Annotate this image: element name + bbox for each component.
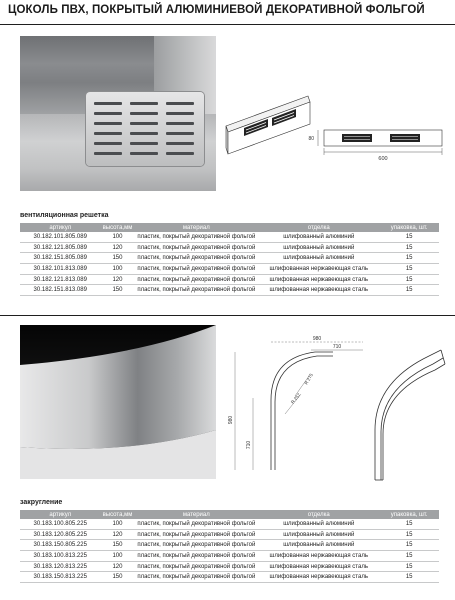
table-row	[20, 561, 439, 572]
cell-package: 15	[379, 232, 439, 242]
cell-finish: шлифованная нержавеющая сталь	[258, 274, 379, 285]
cell-finish: шлифованный алюминий	[258, 529, 379, 540]
table-header-row	[20, 510, 439, 519]
cell-height: 120	[101, 274, 135, 285]
cell-finish: шлифованный алюминий	[258, 519, 379, 529]
cell-package: 15	[379, 285, 439, 296]
cell-height: 100	[101, 519, 135, 529]
cell-article: 30.182.151.813.089	[20, 285, 101, 296]
cell-material: пластик, покрытый декоративной фольгой	[134, 519, 258, 529]
cell-height: 150	[101, 540, 135, 551]
col-height: высота,мм	[101, 510, 135, 519]
cell-package: 15	[379, 529, 439, 540]
cell-finish: шлифованный алюминий	[258, 232, 379, 242]
cell-finish: шлифованная нержавеющая сталь	[258, 572, 379, 583]
height-dimension: 80	[308, 136, 314, 142]
table-row	[20, 572, 439, 583]
cell-article: 30.183.100.805.225	[20, 519, 101, 529]
cell-article: 30.182.101.805.089	[20, 232, 101, 242]
col-height: высота,мм	[101, 223, 135, 232]
cell-article: 30.182.101.813.089	[20, 264, 101, 275]
vent-table	[20, 223, 439, 296]
cell-finish: шлифованная нержавеющая сталь	[258, 285, 379, 296]
cell-material: пластик, покрытый декоративной фольгой	[134, 529, 258, 540]
cell-package: 15	[379, 274, 439, 285]
cell-height: 120	[101, 242, 135, 253]
dim-980-vertical: 980	[228, 415, 234, 425]
curved-plinth-photo	[20, 325, 216, 479]
vent-grille-drawing	[222, 92, 444, 168]
col-article: артикул	[20, 223, 101, 232]
cell-height: 100	[101, 232, 135, 242]
radius-257: R 257	[289, 392, 302, 405]
table-row	[20, 529, 439, 540]
table-row	[20, 285, 439, 296]
col-article: артикул	[20, 510, 101, 519]
cell-finish: шлифованный алюминий	[258, 253, 379, 264]
cell-height: 120	[101, 561, 135, 572]
dim-980-horizontal: 980	[312, 336, 322, 342]
dim-710-vertical: 710	[246, 440, 252, 450]
table-header-row	[20, 223, 439, 232]
cell-material: пластик, покрытый декоративной фольгой	[134, 242, 258, 253]
rounding-drawing	[223, 330, 448, 485]
cell-article: 30.183.120.813.225	[20, 561, 101, 572]
page-title: ЦОКОЛЬ ПВХ, ПОКРЫТЫЙ АЛЮМИНИЕВОЙ ДЕКОРАТИВНОЙ ФОЛЬГОЙ	[8, 4, 425, 16]
table-row	[20, 232, 439, 242]
table-row	[20, 551, 439, 562]
cell-material: пластик, покрытый декоративной фольгой	[134, 264, 258, 275]
cell-article: 30.183.100.813.225	[20, 551, 101, 562]
cell-height: 100	[101, 551, 135, 562]
cell-height: 150	[101, 572, 135, 583]
photo-grille	[86, 92, 204, 166]
cell-material: пластик, покрытый декоративной фольгой	[134, 551, 258, 562]
round-section-label: закругление	[20, 499, 63, 506]
cell-material: пластик, покрытый декоративной фольгой	[134, 540, 258, 551]
cell-package: 15	[379, 540, 439, 551]
cell-article: 30.182.151.805.089	[20, 253, 101, 264]
col-finish: отделка	[258, 510, 379, 519]
title-divider	[0, 24, 455, 25]
table-row	[20, 253, 439, 264]
table-row	[20, 242, 439, 253]
vent-grille-photo	[20, 36, 216, 191]
cell-finish: шлифованная нержавеющая сталь	[258, 561, 379, 572]
cell-package: 15	[379, 264, 439, 275]
cell-material: пластик, покрытый декоративной фольгой	[134, 285, 258, 296]
cell-material: пластик, покрытый декоративной фольгой	[134, 572, 258, 583]
table-row	[20, 264, 439, 275]
table-row	[20, 540, 439, 551]
cell-finish: шлифованный алюминий	[258, 540, 379, 551]
cell-material: пластик, покрытый декоративной фольгой	[134, 274, 258, 285]
grille-front-view	[308, 130, 442, 162]
round-table	[20, 510, 439, 583]
radius-275: R 275	[303, 372, 314, 386]
cell-article: 30.183.150.805.225	[20, 540, 101, 551]
length-dimension: 600	[378, 156, 388, 162]
cell-package: 15	[379, 572, 439, 583]
cell-package: 15	[379, 561, 439, 572]
rounding-plan-view	[228, 336, 363, 470]
cell-package: 15	[379, 519, 439, 529]
cell-package: 15	[379, 253, 439, 264]
cell-height: 150	[101, 253, 135, 264]
col-material: материал	[134, 510, 258, 519]
cell-material: пластик, покрытый декоративной фольгой	[134, 253, 258, 264]
cell-article: 30.182.121.813.089	[20, 274, 101, 285]
col-material: материал	[134, 223, 258, 232]
dim-710-horizontal: 710	[332, 344, 342, 350]
cell-finish: шлифованный алюминий	[258, 242, 379, 253]
cell-height: 120	[101, 529, 135, 540]
grille-perspective-view	[226, 96, 310, 154]
cell-article: 30.183.120.805.225	[20, 529, 101, 540]
cell-article: 30.183.150.813.225	[20, 572, 101, 583]
cell-finish: шлифованная нержавеющая сталь	[258, 264, 379, 275]
cell-finish: шлифованная нержавеющая сталь	[258, 551, 379, 562]
cell-height: 100	[101, 264, 135, 275]
col-package: упаковка, шт.	[379, 510, 439, 519]
table-row	[20, 519, 439, 529]
table-row	[20, 274, 439, 285]
cell-package: 15	[379, 242, 439, 253]
cell-material: пластик, покрытый декоративной фольгой	[134, 232, 258, 242]
rounding-perspective-view	[375, 350, 445, 480]
cell-article: 30.182.121.805.089	[20, 242, 101, 253]
cell-package: 15	[379, 551, 439, 562]
cell-height: 150	[101, 285, 135, 296]
cell-material: пластик, покрытый декоративной фольгой	[134, 561, 258, 572]
vent-section-label: вентиляционная решетка	[20, 212, 109, 219]
col-package: упаковка, шт.	[379, 223, 439, 232]
section-divider	[0, 315, 455, 316]
col-finish: отделка	[258, 223, 379, 232]
